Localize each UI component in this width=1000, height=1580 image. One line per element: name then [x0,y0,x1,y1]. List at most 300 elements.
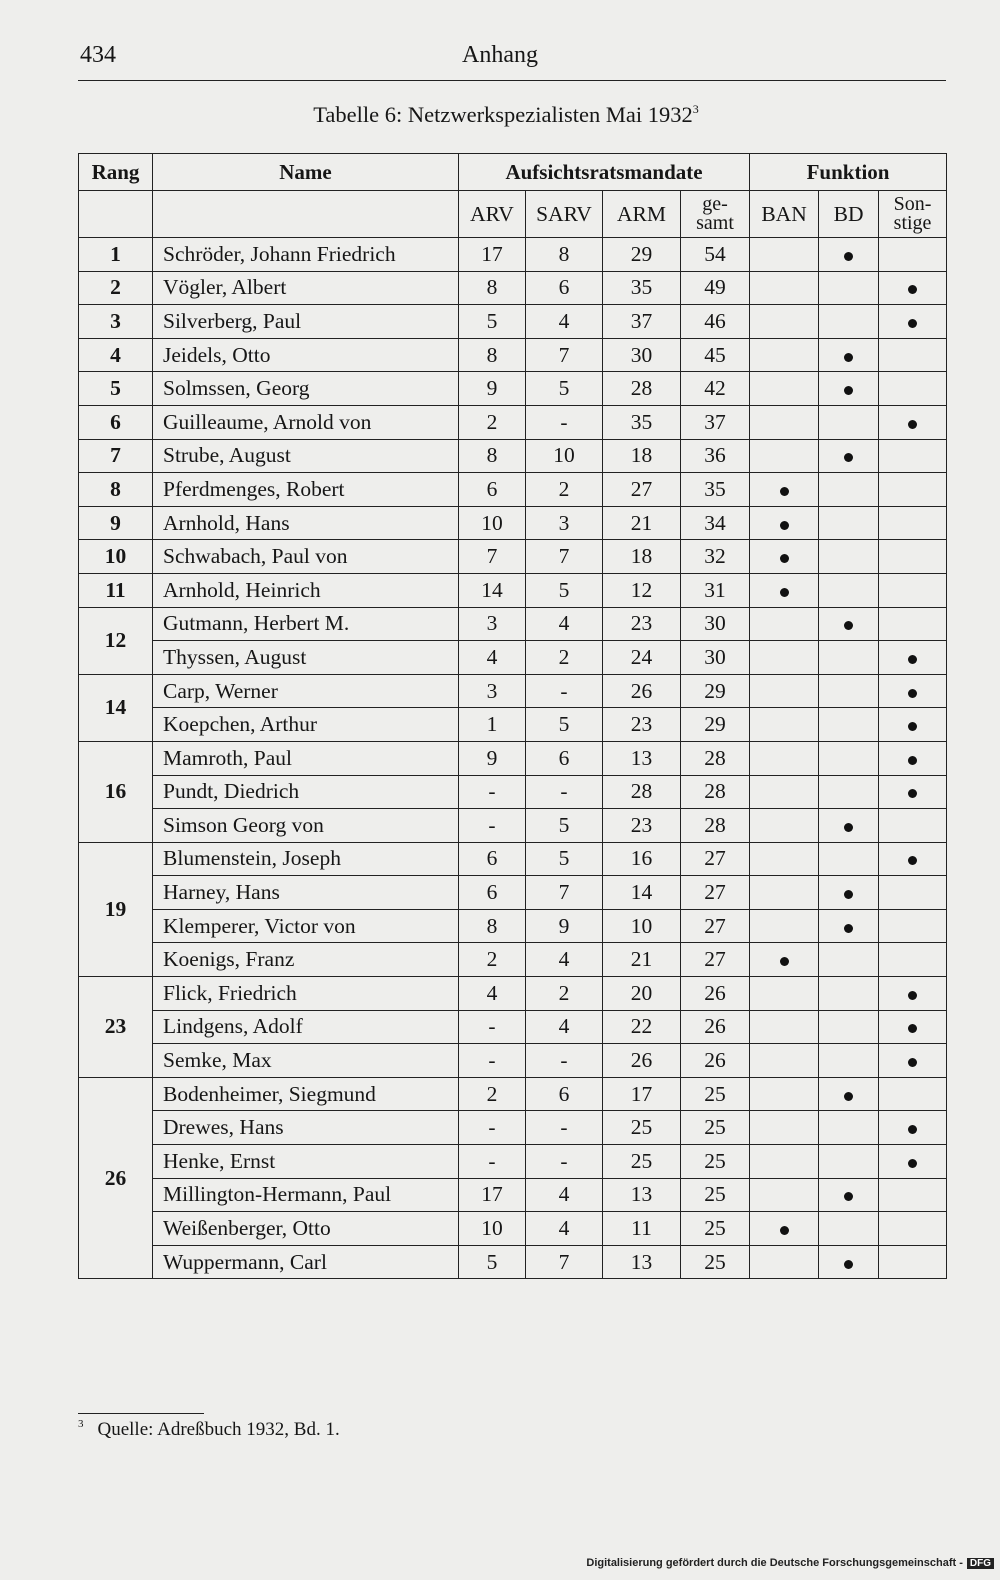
name-cell: Simson Georg von [153,809,459,843]
table-row [79,540,947,574]
gesamt-cell: 25 [681,1145,750,1179]
table-row [79,1044,947,1078]
table-row [79,876,947,910]
rank-cell: 9 [79,506,153,540]
function-marker-dot [780,487,789,496]
header-rang: Rang [79,154,153,191]
bd-cell [819,271,879,305]
arm-cell: 12 [603,573,681,607]
sarv-cell: 5 [526,842,603,876]
ban-cell [750,809,819,843]
bd-cell [819,439,879,473]
table-row [79,1178,947,1212]
sarv-cell: 6 [526,741,603,775]
function-marker-dot [908,1159,917,1168]
function-marker-dot [908,655,917,664]
sonstige-cell [879,372,947,406]
function-marker-dot [844,924,853,933]
rank-cell: 1 [79,238,153,272]
arv-cell: 6 [459,842,526,876]
table-row [79,1212,947,1246]
header-gesamt-l1: ge- [702,193,728,215]
bd-cell [819,1111,879,1145]
rank-cell: 10 [79,540,153,574]
sonstige-cell [879,1010,947,1044]
arv-cell: 8 [459,338,526,372]
gesamt-cell: 35 [681,473,750,507]
rank-cell: 3 [79,305,153,339]
bd-cell [819,238,879,272]
arv-cell: 5 [459,305,526,339]
gesamt-cell: 31 [681,573,750,607]
function-marker-dot [844,252,853,261]
header-gesamt-l2: samt [696,212,734,234]
function-marker-dot [844,890,853,899]
table-row [79,943,947,977]
function-marker-dot [844,1092,853,1101]
name-cell: Harney, Hans [153,876,459,910]
name-cell: Arnhold, Hans [153,506,459,540]
ban-cell [750,1178,819,1212]
gesamt-cell: 34 [681,506,750,540]
arm-cell: 21 [603,943,681,977]
arm-cell: 23 [603,708,681,742]
name-cell: Drewes, Hans [153,1111,459,1145]
header-name: Name [153,154,459,191]
table-row [79,439,947,473]
gesamt-cell: 42 [681,372,750,406]
arm-cell: 29 [603,238,681,272]
name-cell: Koenigs, Franz [153,943,459,977]
rank-cell: 11 [79,573,153,607]
ban-cell [750,842,819,876]
rank-cell: 5 [79,372,153,406]
name-cell: Jeidels, Otto [153,338,459,372]
arv-cell: - [459,1044,526,1078]
arv-cell: 9 [459,372,526,406]
sarv-cell: 4 [526,1010,603,1044]
ban-cell [750,708,819,742]
table-row [79,238,947,272]
arm-cell: 24 [603,641,681,675]
table-row [79,741,947,775]
arm-cell: 11 [603,1212,681,1246]
arm-cell: 25 [603,1111,681,1145]
bd-cell [819,305,879,339]
name-cell: Millington-Hermann, Paul [153,1178,459,1212]
table-row [79,338,947,372]
function-marker-dot [844,1192,853,1201]
running-title: Anhang [462,42,538,68]
arv-cell: 7 [459,540,526,574]
name-cell: Bodenheimer, Siegmund [153,1077,459,1111]
arv-cell: 17 [459,238,526,272]
sonstige-cell [879,1145,947,1179]
ban-cell [750,573,819,607]
name-cell: Lindgens, Adolf [153,1010,459,1044]
bd-cell [819,573,879,607]
arm-cell: 25 [603,1145,681,1179]
rank-cell: 8 [79,473,153,507]
gesamt-cell: 49 [681,271,750,305]
sarv-cell: 7 [526,338,603,372]
table-body [79,238,947,1279]
gesamt-cell: 27 [681,876,750,910]
footnote [78,1418,340,1441]
table-row [79,305,947,339]
name-cell: Henke, Ernst [153,1145,459,1179]
bd-cell [819,775,879,809]
ban-cell [750,741,819,775]
arv-cell: 2 [459,1077,526,1111]
ban-cell [750,439,819,473]
function-marker-dot [908,1024,917,1033]
gesamt-cell: 27 [681,909,750,943]
ban-cell [750,1010,819,1044]
arm-cell: 17 [603,1077,681,1111]
arv-cell: 17 [459,1178,526,1212]
table-row [79,573,947,607]
gesamt-cell: 28 [681,741,750,775]
table-row [79,809,947,843]
arm-cell: 23 [603,607,681,641]
sarv-cell: 5 [526,708,603,742]
ban-cell [750,943,819,977]
sonstige-cell [879,708,947,742]
bd-cell [819,909,879,943]
arm-cell: 30 [603,338,681,372]
rank-cell: 6 [79,405,153,439]
name-cell: Carp, Werner [153,674,459,708]
network-specialists-table [78,153,947,1279]
header-rule [78,80,946,81]
name-cell: Klemperer, Victor von [153,909,459,943]
header-group-mandates: Aufsichtsratsmandate [459,154,750,191]
gesamt-cell: 29 [681,674,750,708]
gesamt-cell: 28 [681,809,750,843]
header-arv: ARV [459,191,526,238]
arv-cell: 10 [459,506,526,540]
rank-cell: 4 [79,338,153,372]
table-row [79,271,947,305]
arv-cell: - [459,775,526,809]
sonstige-cell [879,842,947,876]
header-rang-blank [79,191,153,238]
ban-cell [750,674,819,708]
rank-cell: 2 [79,271,153,305]
arm-cell: 18 [603,439,681,473]
sonstige-cell [879,607,947,641]
sarv-cell: 8 [526,238,603,272]
ban-cell [750,1212,819,1246]
arm-cell: 21 [603,506,681,540]
table-row [79,641,947,675]
name-cell: Guilleaume, Arnold von [153,405,459,439]
arv-cell: 5 [459,1245,526,1279]
arv-cell: 3 [459,674,526,708]
arm-cell: 13 [603,1178,681,1212]
sonstige-cell [879,741,947,775]
sonstige-cell [879,876,947,910]
function-marker-dot [780,588,789,597]
ban-cell [750,775,819,809]
table-row [79,1245,947,1279]
function-marker-dot [908,756,917,765]
arv-cell: 6 [459,876,526,910]
ban-cell [750,977,819,1011]
function-marker-dot [780,554,789,563]
function-marker-dot [844,621,853,630]
sarv-cell: - [526,775,603,809]
gesamt-cell: 25 [681,1212,750,1246]
rank-cell: 12 [79,607,153,674]
caption-footnote-ref: 3 [692,102,699,116]
ban-cell [750,506,819,540]
rank-cell: 26 [79,1077,153,1279]
table-row [79,1111,947,1145]
rank-cell: 14 [79,674,153,741]
bd-cell [819,741,879,775]
sarv-cell: - [526,405,603,439]
ban-cell [750,372,819,406]
sonstige-cell [879,506,947,540]
sarv-cell: 6 [526,271,603,305]
bd-cell [819,809,879,843]
sonstige-cell [879,641,947,675]
page-number: 434 [80,42,116,68]
function-marker-dot [780,957,789,966]
name-cell: Arnhold, Heinrich [153,573,459,607]
sarv-cell: 9 [526,909,603,943]
header-bd: BD [819,191,879,238]
gesamt-cell: 30 [681,641,750,675]
header-sarv: SARV [526,191,603,238]
sarv-cell: 7 [526,1245,603,1279]
arm-cell: 13 [603,741,681,775]
table-row [79,775,947,809]
arv-cell: 8 [459,909,526,943]
rank-cell: 19 [79,842,153,976]
arv-cell: 8 [459,439,526,473]
gesamt-cell: 26 [681,1044,750,1078]
sarv-cell: 5 [526,809,603,843]
header-group-function: Funktion [750,154,947,191]
gesamt-cell: 26 [681,1010,750,1044]
arm-cell: 22 [603,1010,681,1044]
bd-cell [819,1010,879,1044]
header-sonstige-l1: Son- [893,193,932,215]
table-row [79,372,947,406]
arm-cell: 26 [603,1044,681,1078]
function-marker-dot [908,856,917,865]
bd-cell [819,1044,879,1078]
footnote-mark: 3 [78,1418,84,1430]
sarv-cell: 5 [526,573,603,607]
function-marker-dot [908,285,917,294]
name-cell: Pferdmenges, Robert [153,473,459,507]
ban-cell [750,1077,819,1111]
bd-cell [819,708,879,742]
ban-cell [750,1145,819,1179]
gesamt-cell: 30 [681,607,750,641]
name-cell: Weißenberger, Otto [153,1212,459,1246]
footnote-text: Quelle: Adreßbuch 1932, Bd. 1. [97,1419,340,1440]
arv-cell: - [459,1145,526,1179]
bd-cell [819,1145,879,1179]
arv-cell: - [459,1010,526,1044]
bd-cell [819,943,879,977]
gesamt-cell: 29 [681,708,750,742]
gesamt-cell: 32 [681,540,750,574]
ban-cell [750,405,819,439]
gesamt-cell: 25 [681,1077,750,1111]
arm-cell: 26 [603,674,681,708]
table-row [79,1145,947,1179]
function-marker-dot [908,991,917,1000]
arv-cell: - [459,1111,526,1145]
arm-cell: 18 [603,540,681,574]
header-sonstige-l2: stige [893,212,932,234]
arm-cell: 20 [603,977,681,1011]
sonstige-cell [879,405,947,439]
sonstige-cell [879,1212,947,1246]
arv-cell: 14 [459,573,526,607]
gesamt-cell: 25 [681,1111,750,1145]
bd-cell [819,372,879,406]
function-marker-dot [844,386,853,395]
name-cell: Semke, Max [153,1044,459,1078]
ban-cell [750,876,819,910]
digitization-credit [586,1557,994,1569]
function-marker-dot [844,1260,853,1269]
gesamt-cell: 27 [681,943,750,977]
sonstige-cell [879,909,947,943]
bd-cell [819,842,879,876]
ban-cell [750,641,819,675]
name-cell: Gutmann, Herbert M. [153,607,459,641]
ban-cell [750,305,819,339]
arm-cell: 27 [603,473,681,507]
arv-cell: 4 [459,977,526,1011]
arm-cell: 35 [603,271,681,305]
arv-cell: 4 [459,641,526,675]
sonstige-cell [879,540,947,574]
name-cell: Solmssen, Georg [153,372,459,406]
caption-text: Tabelle 6: Netzwerkspezialisten Mai 1932 [313,102,693,127]
function-marker-dot [844,823,853,832]
name-cell: Silverberg, Paul [153,305,459,339]
ban-cell [750,1111,819,1145]
table-row [79,977,947,1011]
table-row [79,708,947,742]
table-row [79,607,947,641]
function-marker-dot [908,722,917,731]
ban-cell [750,338,819,372]
sarv-cell: - [526,1145,603,1179]
rank-cell: 16 [79,741,153,842]
function-marker-dot [908,319,917,328]
bd-cell [819,1077,879,1111]
table-row [79,405,947,439]
sonstige-cell [879,1044,947,1078]
function-marker-dot [908,1125,917,1134]
gesamt-cell: 36 [681,439,750,473]
bd-cell [819,338,879,372]
bd-cell [819,1178,879,1212]
sonstige-cell [879,775,947,809]
name-cell: Mamroth, Paul [153,741,459,775]
sarv-cell: 4 [526,607,603,641]
sarv-cell: 2 [526,977,603,1011]
header-sonstige [879,191,947,238]
arm-cell: 23 [603,809,681,843]
table-row [79,909,947,943]
function-marker-dot [908,689,917,698]
bd-cell [819,876,879,910]
name-cell: Schwabach, Paul von [153,540,459,574]
name-cell: Schröder, Johann Friedrich [153,238,459,272]
header-arm: ARM [603,191,681,238]
sarv-cell: 4 [526,305,603,339]
table-row [79,506,947,540]
sarv-cell: - [526,1044,603,1078]
table-row [79,674,947,708]
bd-cell [819,540,879,574]
gesamt-cell: 37 [681,405,750,439]
sarv-cell: 10 [526,439,603,473]
ban-cell [750,1245,819,1279]
ban-cell [750,1044,819,1078]
sonstige-cell [879,271,947,305]
name-cell: Flick, Friedrich [153,977,459,1011]
sarv-cell: 7 [526,876,603,910]
header-ban: BAN [750,191,819,238]
ban-cell [750,238,819,272]
rank-cell: 23 [79,977,153,1078]
sarv-cell: 7 [526,540,603,574]
sonstige-cell [879,473,947,507]
sarv-cell: - [526,674,603,708]
name-cell: Wuppermann, Carl [153,1245,459,1279]
ban-cell [750,473,819,507]
bd-cell [819,1245,879,1279]
bd-cell [819,607,879,641]
sonstige-cell [879,1111,947,1145]
sonstige-cell [879,1077,947,1111]
arv-cell: - [459,809,526,843]
sarv-cell: 2 [526,641,603,675]
header-name-blank [153,191,459,238]
gesamt-cell: 26 [681,977,750,1011]
function-marker-dot [844,453,853,462]
footnote-rule [78,1413,204,1414]
name-cell: Koepchen, Arthur [153,708,459,742]
ban-cell [750,540,819,574]
name-cell: Blumenstein, Joseph [153,842,459,876]
bd-cell [819,1212,879,1246]
table-row [79,842,947,876]
function-marker-dot [908,789,917,798]
function-marker-dot [908,1058,917,1067]
arm-cell: 16 [603,842,681,876]
arm-cell: 13 [603,1245,681,1279]
bd-cell [819,473,879,507]
sarv-cell: 3 [526,506,603,540]
ban-cell [750,607,819,641]
name-cell: Thyssen, August [153,641,459,675]
sonstige-cell [879,305,947,339]
arm-cell: 35 [603,405,681,439]
